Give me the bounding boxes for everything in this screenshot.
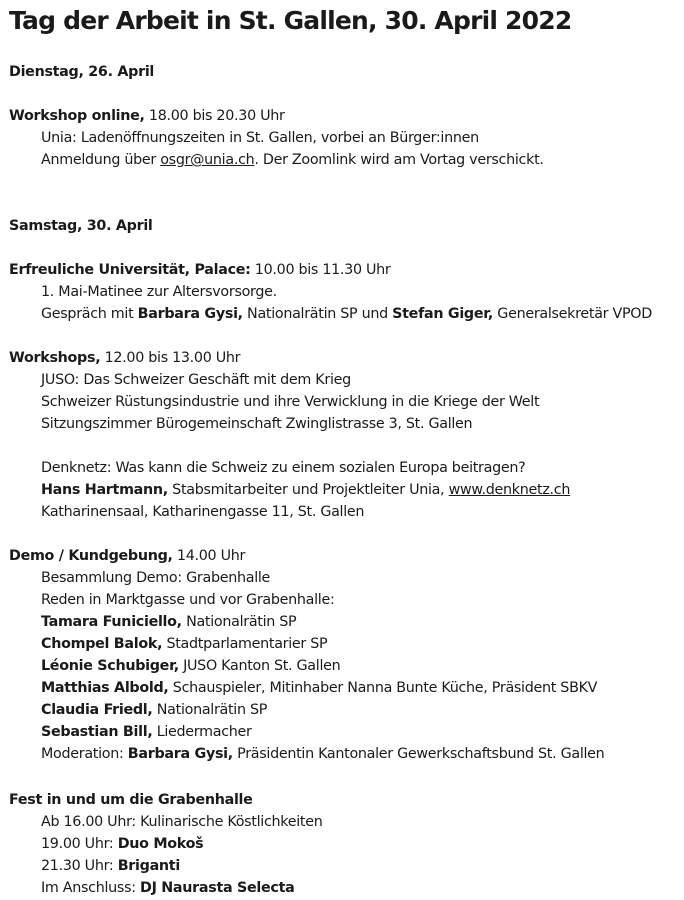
act-name: Duo Mokoš bbox=[117, 836, 204, 852]
speaker-name: Matthias Albold, bbox=[41, 680, 169, 696]
event-time: 10.00 bis 11.30 Uhr bbox=[250, 262, 391, 278]
act-name: Briganti bbox=[117, 858, 180, 874]
fest-act bbox=[41, 856, 180, 876]
speaker-line bbox=[41, 700, 267, 720]
juso-title: JUSO: Das Schweizer Geschäft mit dem Krieg bbox=[41, 372, 351, 388]
fest-act bbox=[41, 834, 203, 854]
speaker-name: Barbara Gysi, bbox=[127, 746, 233, 762]
workshop-online-header bbox=[9, 106, 285, 126]
speaker-role: Generalsekretär VPOD bbox=[493, 306, 652, 322]
day-heading-tuesday: Dienstag, 26. April bbox=[9, 64, 155, 80]
juso-location: Sitzungszimmer Bürogemeinschaft Zwinglistrasse 3, St. Gallen bbox=[41, 416, 473, 432]
speaker-line bbox=[41, 678, 597, 698]
speaker-role: Nationalrätin SP und bbox=[242, 306, 393, 322]
act-time: Im Anschluss: bbox=[41, 880, 140, 896]
event-time: 14.00 Uhr bbox=[172, 548, 246, 564]
speaker-line bbox=[41, 656, 340, 676]
demo-speeches: Reden in Marktgasse und vor Grabenhalle: bbox=[41, 592, 335, 608]
speaker-role: Nationalrätin SP bbox=[181, 614, 297, 630]
juso-description: Schweizer Rüstungsindustrie und ihre Verwicklung in die Kriege der Welt bbox=[41, 394, 540, 410]
speaker-name: Stefan Giger, bbox=[392, 306, 494, 322]
speaker-role: Schauspieler, Mitinhaber Nanna Bunte Küche, Präsident SBKV bbox=[168, 680, 598, 696]
registration-line bbox=[41, 150, 544, 170]
event-label: Demo / Kundgebung, bbox=[9, 548, 173, 564]
event-label: Erfreuliche Universität, Palace: bbox=[9, 262, 251, 278]
denknetz-title: Denknetz: Was kann die Schweiz zu einem sozialen Europa beitragen? bbox=[41, 460, 526, 476]
demo-header bbox=[9, 546, 245, 566]
denknetz-location: Katharinensaal, Katharinengasse 11, St. Gallen bbox=[41, 504, 365, 520]
speaker-name: Sebastian Bill, bbox=[41, 724, 153, 740]
demo-assembly: Besammlung Demo: Grabenhalle bbox=[41, 570, 271, 586]
fest-food: Ab 16.00 Uhr: Kulinarische Köstlichkeiten bbox=[41, 814, 323, 830]
speaker-role: Nationalrätin SP bbox=[152, 702, 268, 718]
speaker-role: Präsidentin Kantonaler Gewerkschaftsbund St. Gallen bbox=[232, 746, 605, 762]
event-label: Workshop online, bbox=[9, 108, 145, 124]
event-topic: 1. Mai-Matinee zur Altersvorsorge. bbox=[41, 284, 277, 300]
speaker-role: Stabsmitarbeiter und Projektleiter Unia, bbox=[167, 482, 449, 498]
speaker-role: JUSO Kanton St. Gallen bbox=[178, 658, 341, 674]
act-time: 21.30 Uhr: bbox=[41, 858, 118, 874]
speaker-name: Barbara Gysi, bbox=[137, 306, 243, 322]
speakers-line bbox=[41, 304, 652, 324]
speaker-name: Tamara Funiciello, bbox=[41, 614, 182, 630]
event-label: Workshops, bbox=[9, 350, 101, 366]
event-time: 18.00 bis 20.30 Uhr bbox=[144, 108, 285, 124]
moderation-line bbox=[41, 744, 604, 764]
speaker-name: Claudia Friedl, bbox=[41, 702, 153, 718]
workshops-header bbox=[9, 348, 240, 368]
speaker-role: Stadtparlamentarier SP bbox=[162, 636, 328, 652]
page-title: Tag der Arbeit in St. Gallen, 30. April 2022 bbox=[9, 6, 572, 35]
fest-header: Fest in und um die Grabenhalle bbox=[9, 792, 253, 808]
speaker-role: Liedermacher bbox=[152, 724, 252, 740]
registration-prefix: Anmeldung über bbox=[41, 152, 161, 168]
palace-header bbox=[9, 260, 391, 280]
text-prefix: Gespräch mit bbox=[41, 306, 138, 322]
event-time: 12.00 bis 13.00 Uhr bbox=[100, 350, 241, 366]
day-heading-saturday: Samstag, 30. April bbox=[9, 218, 153, 234]
act-name: DJ Naurasta Selecta bbox=[140, 880, 295, 896]
act-time: 19.00 Uhr: bbox=[41, 836, 118, 852]
fest-act bbox=[41, 878, 294, 898]
registration-suffix: . Der Zoomlink wird am Vortag verschickt. bbox=[254, 152, 544, 168]
speaker-name: Hans Hartmann, bbox=[41, 482, 168, 498]
text-prefix: Moderation: bbox=[41, 746, 128, 762]
speaker-name: Chompel Balok, bbox=[41, 636, 163, 652]
denknetz-speaker-line bbox=[41, 480, 570, 500]
speaker-line bbox=[41, 634, 327, 654]
event-topic: Unia: Ladenöffnungszeiten in St. Gallen, vorbei an Bürger:innen bbox=[41, 130, 479, 146]
email-link[interactable]: osgr@unia.ch bbox=[160, 152, 255, 168]
denknetz-link[interactable]: www.denknetz.ch bbox=[448, 482, 571, 498]
speaker-line bbox=[41, 612, 296, 632]
speaker-name: Léonie Schubiger, bbox=[41, 658, 179, 674]
speaker-line bbox=[41, 722, 252, 742]
